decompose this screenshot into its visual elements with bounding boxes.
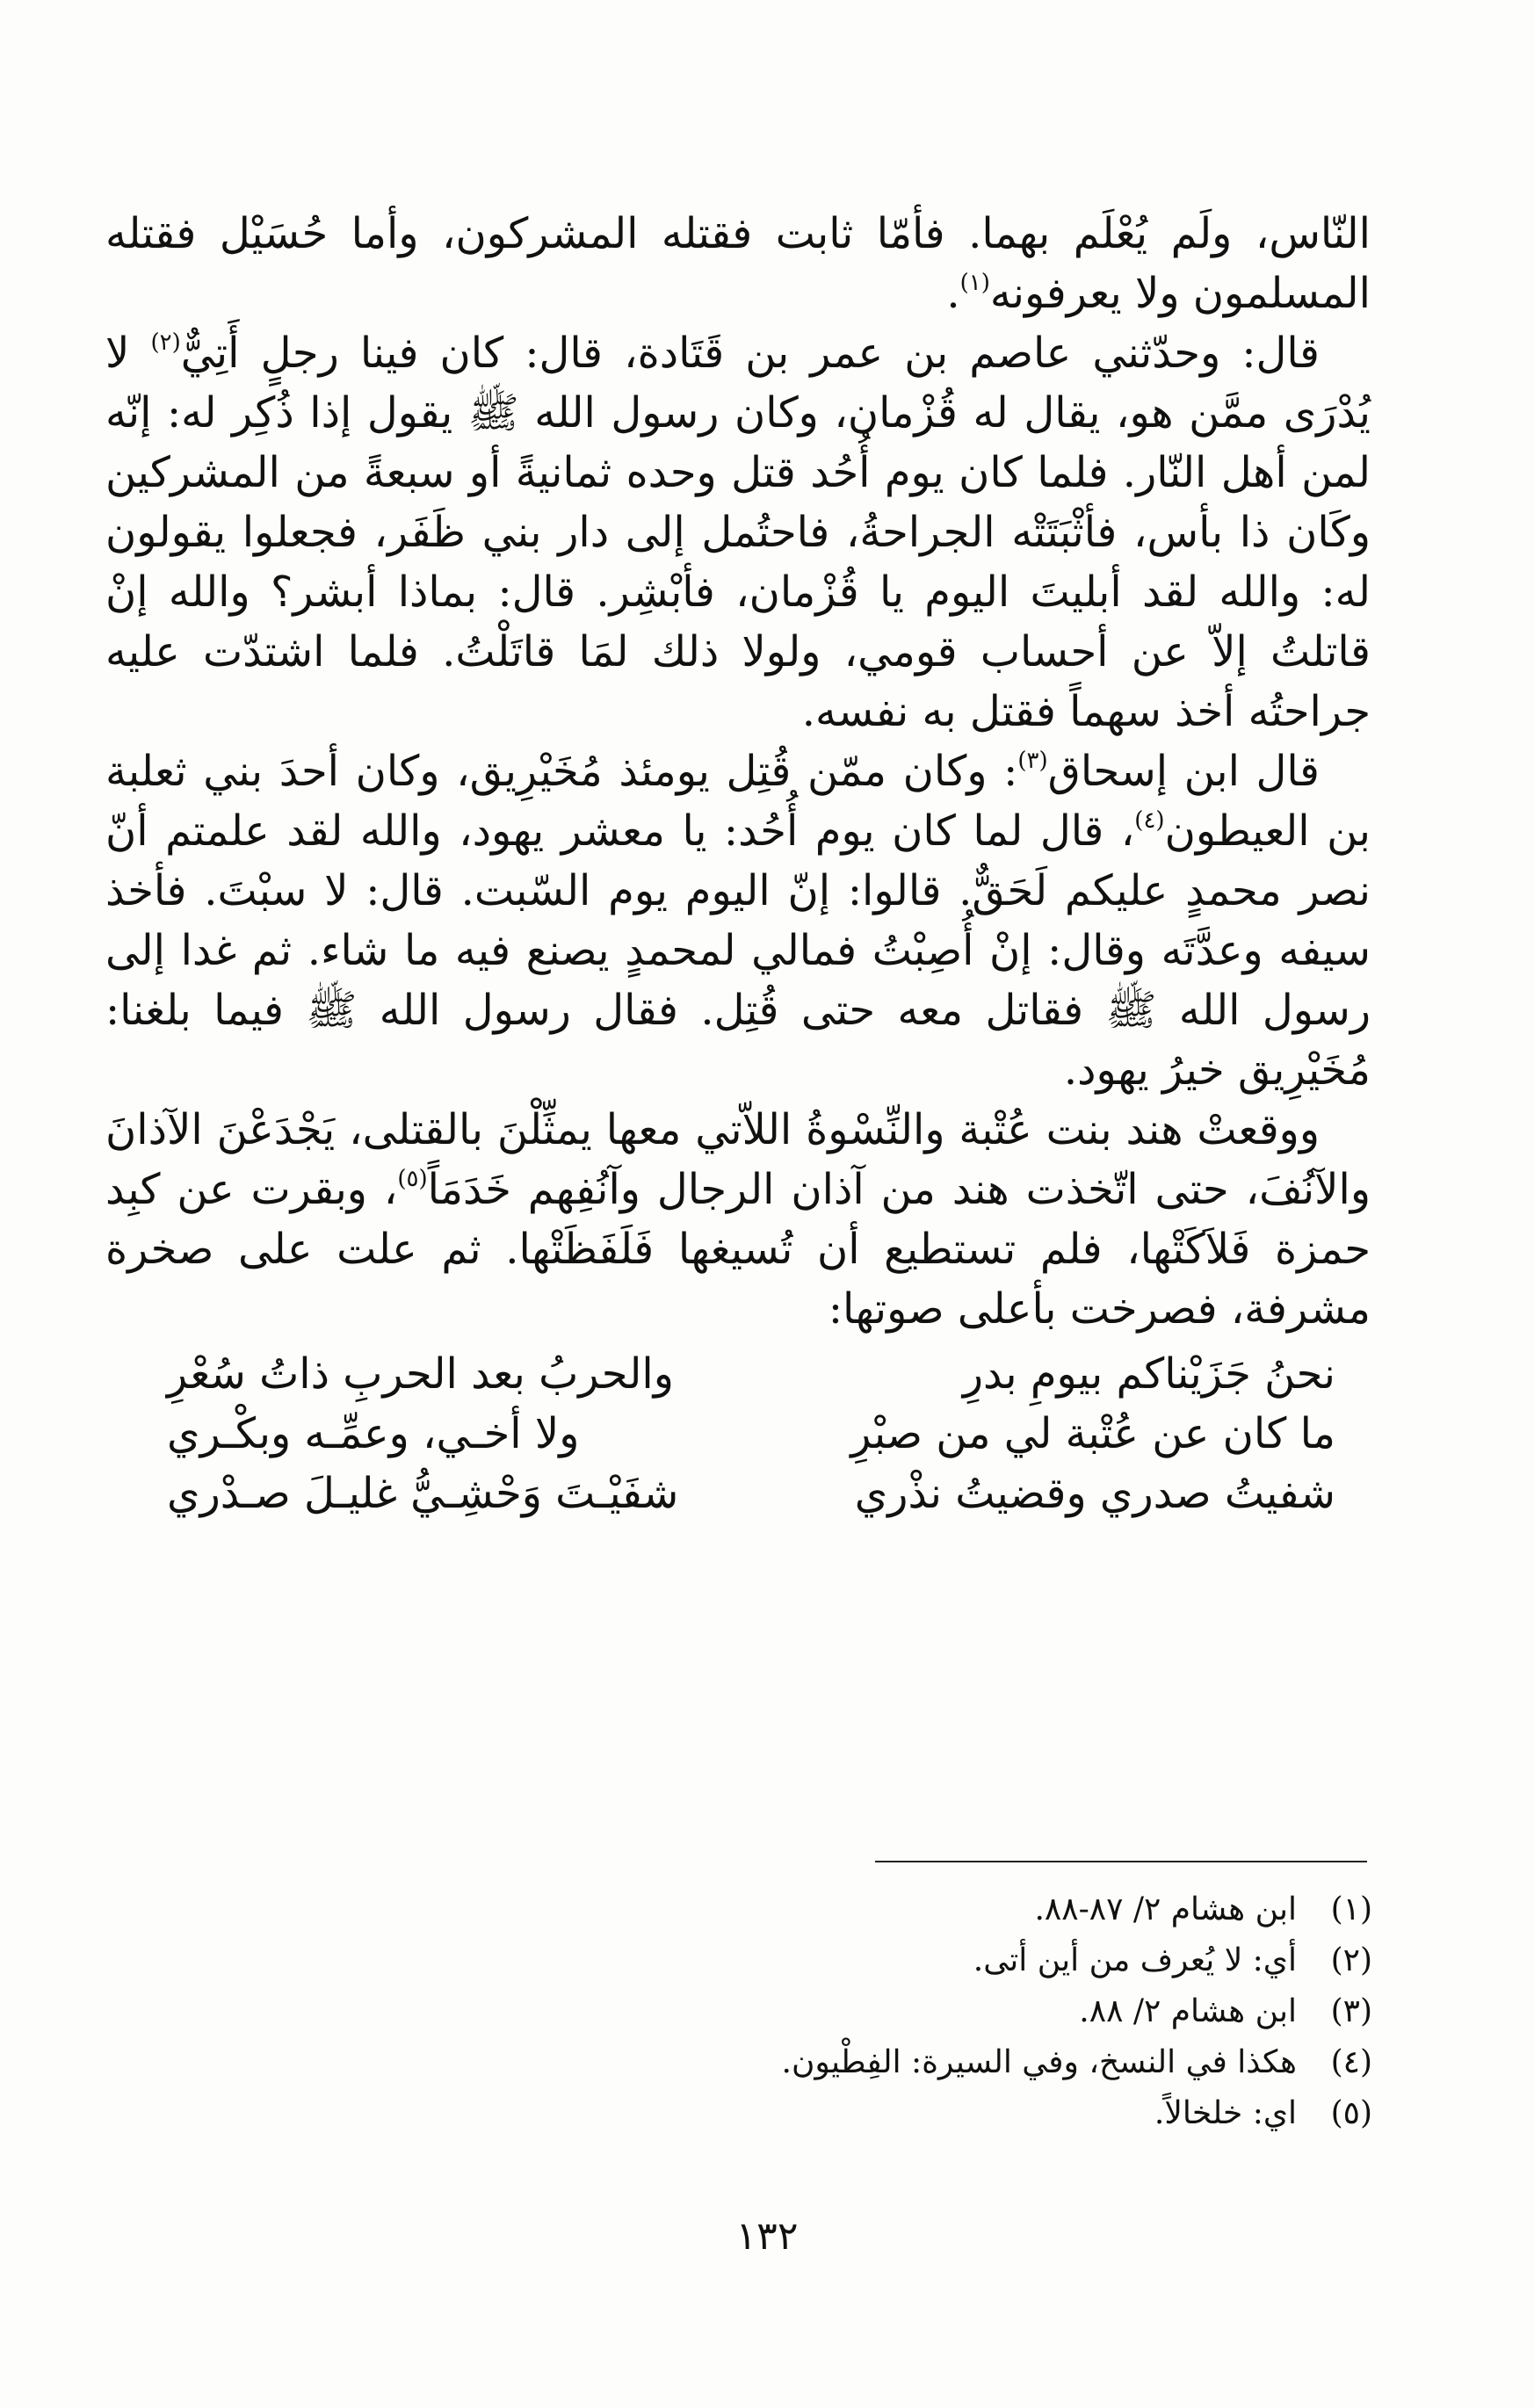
footnote-number: (٤) (1330, 2044, 1372, 2080)
footnote-text: ابن هشام ٢/ ٨٧-٨٨. (1034, 1891, 1297, 1927)
footnote-ref-3: (٣) (1017, 748, 1048, 774)
poem (105, 1344, 1371, 1523)
footnote-text: ابن هشام ٢/ ٨٨. (1079, 1993, 1297, 2029)
verse-first-hemistich: ما كان عن عُتْبة لي من صبْرِ (850, 1409, 1335, 1458)
footnotes (351, 1884, 1372, 2139)
footnote (351, 2037, 1372, 2088)
footnote-text: هكذا في النسخ، وفي السيرة: الفِطْيون. (781, 2044, 1297, 2080)
footnote-ref-4: (٤) (1134, 807, 1165, 834)
poem-verse (167, 1464, 1335, 1523)
footnote-text: أي: لا يُعرف من أين أتى. (973, 1942, 1297, 1978)
verse-second-hemistich: ولا أخـي، وعمِّـه وبكْـري (167, 1409, 580, 1458)
paragraph-1: النّاس، ولَم يُعْلَم بهما. فأمّا ثابت فقتله المشركون، وأما حُسَيْل فقتله المسلمون ولا يعرفونه$^{(١)}$. (105, 209, 1371, 318)
footnote-ref-2: (٢) (150, 329, 181, 356)
poem-verse (167, 1404, 1335, 1464)
footnote-number: (٣) (1330, 1993, 1372, 2029)
page-number: ١٣٢ (735, 2214, 799, 2259)
footnote-separator (875, 1861, 1367, 1862)
verse-second-hemistich: شفَيْـتَ وَحْشِـيُّ غليـلَ صـدْري (167, 1469, 679, 1518)
verse-first-hemistich: شفيتُ صدري وقضيتُ نذْري (854, 1469, 1335, 1518)
paragraph-4: ووقعتْ هند بنت عُتْبة والنِّسْوةُ اللاّتي معها يمثِّلْنَ بالقتلى، يَجْدَعْنَ الآذانَ والآنُفَ، حتى اتّخذت هند من آذان الرجال وآنُفِهم خَدَمَاً$^{(٥)}$، وبقرت عن كبِد حمزة فَلاَكَتْها، فلم تستطيع أن تُسيغها فَلَفَظَتْها. ثم علت على صخرة مشرفة، فصرخت بأعلى صوتها: (105, 1105, 1371, 1334)
paragraph-2: قال: وحدّثني عاصم بن عمر بن قَتَادة، قال: كان فينا رجلٍ أَتِيٌّ$^{(٢)}$ لا يُدْرَى ممَّن هو، يقال له قُزْمان، وكان رسول الله ﷺ يقول إذا ذُكِر له: إنّه لمن أهل النّار. فلما كان يوم أُحُد قتل وحده ثمانيةً أو سبعةً من المشركين وكَان ذا بأس، فأثْبَتَتْه الجراحةُ، فاحتُمل إلى دار بني ظَفَر، فجعلوا يقولون له: والله لقد أبليتَ اليوم يا قُزْمان، فأبْشِر. قال: بماذا أبشر؟ والله إنْ قاتلتُ إلاّ عن أحساب قومي، ولولا ذلك لمَا قاتَلْتُ. فلما اشتدّت عليه جراحتُه أخذ سهماً فقتل به نفسه. (105, 329, 1371, 736)
footnote (351, 1986, 1372, 2037)
footnote-ref-1: (١) (959, 270, 990, 296)
verse-first-hemistich: نحنُ جَزَيْناكم بيومِ بدرِ (962, 1349, 1335, 1399)
footnote (351, 1935, 1372, 1986)
footnote-ref-5: (٥) (397, 1166, 428, 1192)
main-text (105, 204, 1371, 1523)
footnote-number: (٥) (1330, 2095, 1372, 2131)
footnote-number: (٢) (1330, 1942, 1372, 1978)
footnote (351, 2088, 1372, 2139)
footnote-text: اي: خلخالاً. (1154, 2095, 1297, 2131)
paragraph-3: قال ابن إسحاق$^{(٣)}$: وكان ممّن قُتِل يومئذ مُخَيْرِيق، وكان أحدَ بني ثعلبة بن العيطون$^{(٤)}$، قال لما كان يوم أُحُد: يا معشر يهود، والله لقد علمتم أنّ نصر محمدٍ عليكم لَحَقٌّ. قالوا: إنّ اليوم يوم السّبت. قال: لا سبْتَ. فأخذ سيفه وعدَّتَه وقال: إنْ أُصِبْتُ فمالي لمحمدٍ يصنع فيه ما شاء. ثم غدا إلى رسول الله ﷺ فقاتل معه حتى قُتِل. فقال رسول الله ﷺ فيما بلغنا: مُخَيْرِيق خيرُ يهود. (105, 747, 1371, 1095)
footnote-number: (١) (1330, 1891, 1372, 1927)
verse-second-hemistich: والحربُ بعد الحربِ ذاتُ سُعْرِ (167, 1349, 674, 1399)
footnote (351, 1884, 1372, 1935)
poem-verse (167, 1344, 1335, 1404)
